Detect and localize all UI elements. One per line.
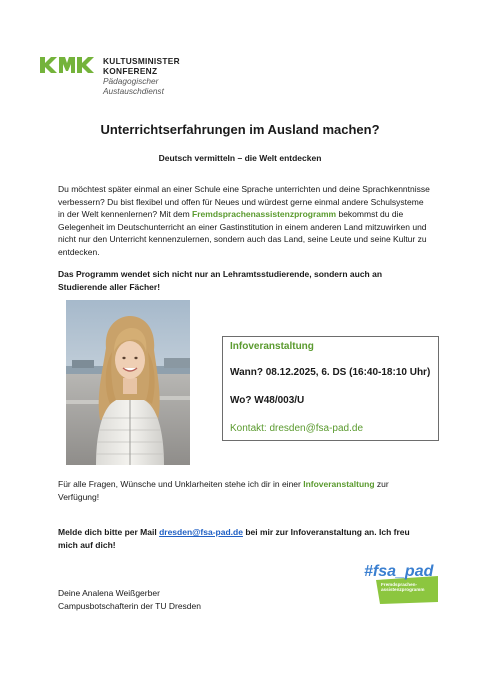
fsa-line2: assistenzprogramm: [381, 587, 425, 593]
program-highlight: Fremdsprachenassistenzprogramm: [192, 209, 337, 220]
questions-text-1: Für alle Fragen, Wünsche und Unklarheiten stehe ich dir in einer: [58, 479, 304, 489]
kmk-logo-icon: [40, 57, 94, 73]
page-subtitle: Deutsch vermitteln – die Welt entdecken: [158, 153, 322, 163]
org-name-line1: KULTUSMINISTER: [103, 56, 180, 66]
fsa-line1: Fremdsprachen-: [381, 582, 417, 587]
info-heading: Infoveranstaltung: [230, 341, 314, 352]
email-link[interactable]: dresden@fsa-pad.de: [159, 527, 243, 537]
signature-role: Campusbotschafterin der TU Dresden: [58, 601, 201, 611]
info-contact: Kontakt: dresden@fsa-pad.de: [230, 423, 364, 434]
intro-text-2: bekommst du die Gelegenheit im Deutschunterricht an einer Gastinstitution in einem anderen Land mitzuwirken und nicht nur den Unterricht kennenzulernen, sondern auch das Land, seine Leute und seine Kultur zu entdecken.: [58, 209, 427, 257]
fsa-logo-subtitle: [381, 582, 433, 592]
questions-paragraph: [58, 478, 430, 503]
fsa-hashtag: #fsa_pad: [364, 563, 434, 580]
ambassador-photo: [66, 300, 190, 465]
fsa-pad-logo-icon: [362, 558, 438, 604]
info-where: Wo? W48/003/U: [230, 395, 305, 406]
signup-text-1: Melde dich bitte per Mail: [58, 527, 160, 537]
intro-paragraph: [58, 183, 430, 259]
org-name-line3: Pädagogischer: [103, 76, 159, 86]
org-name-line2: KONFERENZ: [103, 66, 158, 76]
signup-paragraph: [58, 526, 430, 551]
infoveranstaltung-highlight: Infoveranstaltung: [303, 479, 375, 489]
info-when: Wann? 08.12.2025, 6. DS (16:40-18:10 Uhr): [230, 367, 431, 378]
signature-name: Deine Analena Weißgerber: [58, 588, 160, 598]
page-title: Unterrichtserfahrungen im Ausland machen?: [100, 122, 380, 137]
audience-notice: Das Programm wendet sich nicht nur an Lehramtsstudierende, sondern auch an Studierende aller Fächer!: [58, 269, 383, 292]
signup-text-2: bei mir zur Infoveranstaltung an. Ich freu mich auf dich!: [58, 527, 410, 550]
intro-text-1: Du möchtest später einmal an einer Schule eine Sprache unterrichten und deine Sprachkenntnisse verbessern? Du bist flexibel und offen für Neues und würdest gerne einmal andere Schulsysteme in der Welt kennenlernen? Mit dem: [58, 184, 430, 220]
org-name-line4: Austauschdienst: [103, 86, 164, 96]
questions-text-2: zur Verfügung!: [58, 479, 389, 502]
